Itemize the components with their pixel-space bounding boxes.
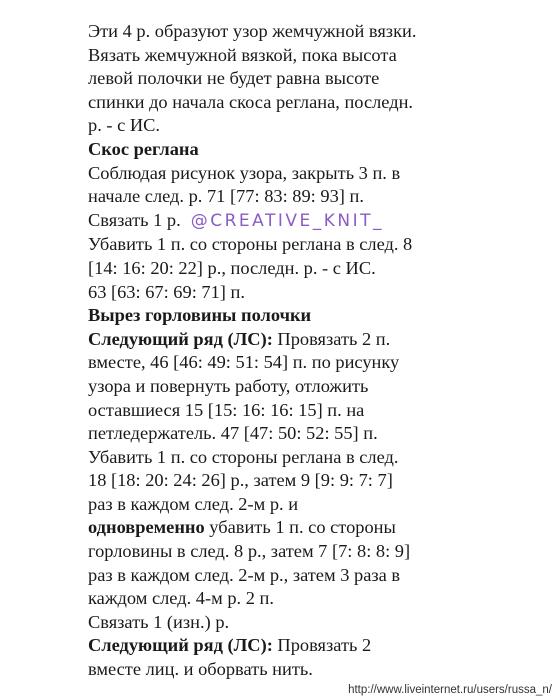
text-line: Связать 1 (изн.) р. xyxy=(88,611,230,632)
text-fragment: Провязать 2 xyxy=(272,635,372,656)
text-line: Убавить 1 п. со стороны реглана в след. xyxy=(88,446,399,467)
text-line: раз в каждом след. 2-м р. и xyxy=(88,493,299,514)
text-fragment: Связать 1 р. xyxy=(88,209,181,230)
text-line: каждом след. 4-м р. 2 п. xyxy=(88,588,274,609)
text-line: спинки до начала скоса реглана, последн. xyxy=(88,91,414,112)
text-line: Вязать жемчужной вязкой, пока высота xyxy=(88,44,397,65)
section-heading-raglan: Скос реглана xyxy=(88,138,199,159)
text-line: левой полочки не будет равна высоте xyxy=(88,68,380,89)
watermark-text: @CREATIVE_KNIT_ xyxy=(190,210,384,231)
text-line: раз в каждом след. 2-м р., затем 3 раза в xyxy=(88,564,401,585)
row-label-bold: Следующий ряд (ЛС): xyxy=(88,328,273,349)
text-line: [14: 16: 20: 22] р., последн. р. - с ИС. xyxy=(88,257,376,278)
text-line: горловины в след. 8 р., затем 7 [7: 8: 8: 9] xyxy=(88,541,411,562)
text-line: р. - с ИС. xyxy=(88,115,161,136)
source-url: http://www.liveinternet.ru/users/russa_n/ xyxy=(348,684,552,696)
row-label-bold: Следующий ряд (ЛС): xyxy=(88,635,273,656)
text-line-with-watermark xyxy=(88,209,548,234)
text-line-mixed xyxy=(88,516,548,540)
text-line: оставшиеся 15 [15: 16: 16: 15] п. на xyxy=(88,399,365,420)
text-line: вместе лиц. и оборвать нить. xyxy=(88,659,313,680)
document-body xyxy=(88,20,548,682)
section-heading-neckline: Вырез горловины полочки xyxy=(88,305,312,326)
emphasis-bold: одновременно xyxy=(88,517,205,538)
text-line: 63 [63: 67: 69: 71] п. xyxy=(88,281,245,302)
text-line: вместе, 46 [46: 49: 51: 54] п. по рисунку xyxy=(88,352,400,373)
text-line: 18 [18: 20: 24: 26] р., затем 9 [9: 9: 7: 7] xyxy=(88,470,393,491)
text-line: узора и повернуть работу, отложить xyxy=(88,375,369,396)
text-line: Убавить 1 п. со стороны реглана в след. 8 xyxy=(88,234,413,255)
text-fragment: убавить 1 п. со стороны xyxy=(204,517,396,538)
text-line: Эти 4 р. образуют узор жемчужной вязки. xyxy=(88,21,417,41)
text-line-mixed xyxy=(88,328,548,352)
text-line: начале след. р. 71 [77: 83: 89: 93] п. xyxy=(88,186,364,207)
text-fragment: Провязать 2 п. xyxy=(272,328,391,349)
text-line-mixed xyxy=(88,634,548,658)
text-line: петледержатель. 47 [47: 50: 52: 55] п. xyxy=(88,423,378,444)
text-line: Соблюдая рисунок узора, закрыть 3 п. в xyxy=(88,162,401,183)
